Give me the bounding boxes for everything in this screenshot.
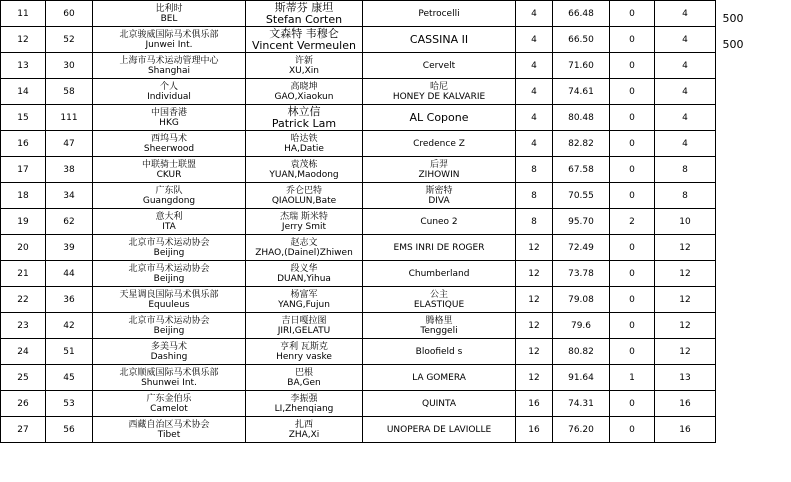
- time-penalties-cell: 0: [610, 183, 655, 209]
- rider-name-cn: 亨利 瓦斯克: [280, 341, 328, 352]
- time-penalties-cell: 0: [610, 131, 655, 157]
- table-row: [1, 365, 716, 391]
- rider-cell: [246, 183, 363, 209]
- rider-name-cn: 哈达铁: [290, 133, 318, 144]
- rider-name-en: Patrick Lam: [271, 116, 337, 130]
- time-cell: 66.48: [553, 1, 610, 27]
- club-name-cn: 广东队: [155, 185, 183, 196]
- table-row: [1, 235, 716, 261]
- rank-cell: 27: [1, 417, 46, 443]
- rider-name-en: YUAN,Maodong: [269, 169, 339, 180]
- penalties-cell: 8: [516, 157, 553, 183]
- penalties-cell: 12: [516, 261, 553, 287]
- rider-cell: [246, 27, 363, 53]
- time-penalties-cell: 1: [610, 365, 655, 391]
- horse-cell: [363, 157, 516, 183]
- club-cell: [93, 261, 246, 287]
- time-penalties-cell: 0: [610, 27, 655, 53]
- horse-name: Cervelt: [422, 60, 456, 71]
- club-name-cn: 北京骏威国际马术俱乐部: [119, 29, 219, 40]
- club-cell: [93, 209, 246, 235]
- bib-number-cell: 36: [46, 287, 93, 313]
- horse-cell: [363, 417, 516, 443]
- time-penalties-cell: 0: [610, 417, 655, 443]
- time-penalties-cell: 0: [610, 105, 655, 131]
- rider-name-cn: 许新: [294, 55, 313, 66]
- club-name-cn: 个人: [159, 81, 178, 92]
- rider-cell: [246, 313, 363, 339]
- rank-cell: 21: [1, 261, 46, 287]
- bib-number-cell: 30: [46, 53, 93, 79]
- rider-cell: [246, 131, 363, 157]
- horse-name: ELASTIQUE: [413, 299, 465, 310]
- time-penalties-cell: 0: [610, 261, 655, 287]
- time-penalties-cell: 0: [610, 79, 655, 105]
- table-row: [1, 209, 716, 235]
- table-row: [1, 313, 716, 339]
- rank-cell: 12: [1, 27, 46, 53]
- bib-number-cell: 47: [46, 131, 93, 157]
- rider-name-cn: 扎西: [294, 419, 313, 430]
- table-row: [1, 287, 716, 313]
- total-cell: 12: [655, 339, 716, 365]
- penalties-cell: 4: [516, 79, 553, 105]
- rider-cell: [246, 157, 363, 183]
- table-row: [1, 1, 716, 27]
- rider-name-en: YANG,Fujun: [278, 299, 330, 310]
- rider-name-en: Henry vaske: [276, 351, 332, 362]
- total-cell: 13: [655, 365, 716, 391]
- club-name-cn: 西坞马术: [150, 133, 187, 144]
- horse-name-cn: 腾格里: [425, 315, 453, 326]
- rider-name-cn: 文森特 韦穆仑: [269, 26, 339, 40]
- horse-name-cn: 斯密特: [425, 185, 453, 196]
- rider-name-en: JIRI,GELATU: [277, 325, 331, 336]
- rank-cell: 26: [1, 391, 46, 417]
- club-cell: [93, 157, 246, 183]
- rider-name-cn: 赵志文: [290, 237, 318, 248]
- club-name-cn: 北京市马术运动协会: [128, 237, 210, 248]
- club-cell: [93, 27, 246, 53]
- horse-cell: [363, 287, 516, 313]
- bib-number-cell: 51: [46, 339, 93, 365]
- rank-cell: 19: [1, 209, 46, 235]
- time-cell: 74.61: [553, 79, 610, 105]
- rank-cell: 24: [1, 339, 46, 365]
- horse-name-cn: 哈尼: [429, 81, 448, 92]
- penalties-cell: 12: [516, 365, 553, 391]
- bib-number-cell: 34: [46, 183, 93, 209]
- time-penalties-cell: 2: [610, 209, 655, 235]
- time-cell: 67.58: [553, 157, 610, 183]
- total-cell: 10: [655, 209, 716, 235]
- time-penalties-cell: 0: [610, 1, 655, 27]
- total-cell: 4: [655, 27, 716, 53]
- table-row: [1, 131, 716, 157]
- time-penalties-cell: 0: [610, 235, 655, 261]
- total-cell: 12: [655, 261, 716, 287]
- rank-cell: 14: [1, 79, 46, 105]
- rider-name-en: Vincent Vermeulen: [252, 38, 356, 52]
- rank-cell: 16: [1, 131, 46, 157]
- horse-name: Chumberland: [408, 268, 470, 279]
- club-name-en: Shunwei Int.: [141, 377, 197, 388]
- table-row: [1, 417, 716, 443]
- rider-name-en: Jerry Smit: [281, 221, 327, 232]
- horse-cell: [363, 183, 516, 209]
- club-cell: [93, 287, 246, 313]
- time-penalties-cell: 0: [610, 391, 655, 417]
- horse-name: Petrocelli: [418, 8, 460, 19]
- rider-cell: [246, 365, 363, 391]
- club-cell: [93, 391, 246, 417]
- total-cell: 12: [655, 235, 716, 261]
- horse-name: CASSINA II: [409, 32, 469, 46]
- rider-name-cn: 林立信: [287, 104, 321, 118]
- prize-money: 500: [722, 38, 744, 51]
- horse-name: EMS INRI DE ROGER: [393, 242, 485, 253]
- club-name-cn: 北京市马术运动协会: [128, 315, 210, 326]
- total-cell: 8: [655, 183, 716, 209]
- horse-cell: [363, 53, 516, 79]
- club-name-en: Individual: [147, 91, 191, 102]
- table-row: [1, 79, 716, 105]
- horse-cell: [363, 365, 516, 391]
- penalties-cell: 12: [516, 235, 553, 261]
- horse-name: LA GOMERA: [412, 372, 466, 383]
- time-cell: 79.6: [553, 313, 610, 339]
- rider-name-cn: 斯蒂芬 康坦: [274, 0, 334, 14]
- club-name-cn: 多美马术: [150, 341, 187, 352]
- rider-cell: [246, 105, 363, 131]
- penalties-cell: 8: [516, 183, 553, 209]
- club-name-en: Beijing: [153, 247, 185, 258]
- horse-name: ZIHOWIN: [418, 169, 460, 180]
- club-cell: [93, 313, 246, 339]
- penalties-cell: 16: [516, 417, 553, 443]
- penalties-cell: 12: [516, 287, 553, 313]
- club-name-cn: 中国香港: [150, 107, 187, 118]
- club-name-en: Dashing: [150, 351, 188, 362]
- rider-name-en: Stefan Corten: [265, 12, 343, 26]
- horse-cell: [363, 79, 516, 105]
- time-cell: 95.70: [553, 209, 610, 235]
- club-cell: [93, 53, 246, 79]
- time-cell: 91.64: [553, 365, 610, 391]
- club-cell: [93, 105, 246, 131]
- time-cell: 70.55: [553, 183, 610, 209]
- club-name-en: Shanghai: [147, 65, 191, 76]
- club-name-en: CKUR: [156, 169, 182, 180]
- horse-cell: [363, 235, 516, 261]
- rider-cell: [246, 261, 363, 287]
- rider-name-en: XU,Xin: [289, 65, 319, 76]
- rider-name-en: HA,Datie: [284, 143, 324, 154]
- time-cell: 74.31: [553, 391, 610, 417]
- total-cell: 4: [655, 131, 716, 157]
- time-cell: 82.82: [553, 131, 610, 157]
- horse-name: DIVA: [428, 195, 450, 206]
- bib-number-cell: 38: [46, 157, 93, 183]
- horse-cell: [363, 131, 516, 157]
- club-name-en: Guangdong: [142, 195, 196, 206]
- club-name-en: Camelot: [150, 403, 188, 414]
- total-cell: 8: [655, 157, 716, 183]
- horse-cell: [363, 339, 516, 365]
- rider-name-cn: 巴根: [294, 367, 313, 378]
- penalties-cell: 4: [516, 53, 553, 79]
- penalties-cell: 8: [516, 209, 553, 235]
- rider-cell: [246, 79, 363, 105]
- club-cell: [93, 339, 246, 365]
- rank-cell: 18: [1, 183, 46, 209]
- bib-number-cell: 44: [46, 261, 93, 287]
- horse-cell: [363, 313, 516, 339]
- club-name-cn: 比利时: [155, 3, 183, 14]
- rider-cell: [246, 287, 363, 313]
- prize-money: 500: [722, 12, 744, 25]
- rider-cell: [246, 391, 363, 417]
- table-row: [1, 183, 716, 209]
- bib-number-cell: 42: [46, 313, 93, 339]
- time-cell: 80.82: [553, 339, 610, 365]
- total-cell: 4: [655, 53, 716, 79]
- club-cell: [93, 131, 246, 157]
- horse-cell: [363, 27, 516, 53]
- club-name-cn: 意大利: [155, 211, 183, 222]
- penalties-cell: 4: [516, 131, 553, 157]
- rider-name-en: QIAOLUN,Bate: [271, 195, 337, 206]
- rider-name-en: ZHAO,(Dainel)Zhiwen: [255, 247, 353, 258]
- rider-name-en: BA,Gen: [287, 377, 321, 388]
- table-row: [1, 27, 716, 53]
- club-name-en: Beijing: [153, 273, 185, 284]
- rider-cell: [246, 339, 363, 365]
- horse-cell: [363, 391, 516, 417]
- time-penalties-cell: 0: [610, 313, 655, 339]
- club-name-en: Junwei Int.: [145, 39, 193, 50]
- total-cell: 4: [655, 1, 716, 27]
- time-penalties-cell: 0: [610, 339, 655, 365]
- horse-name: QUINTA: [421, 398, 456, 409]
- penalties-cell: 4: [516, 105, 553, 131]
- time-cell: 80.48: [553, 105, 610, 131]
- table-row: [1, 53, 716, 79]
- horse-name: HONEY DE KALVARIE: [392, 91, 486, 102]
- table-row: [1, 339, 716, 365]
- rider-name-cn: 高晓坤: [290, 81, 318, 92]
- bib-number-cell: 111: [46, 105, 93, 131]
- penalties-cell: 12: [516, 339, 553, 365]
- horse-cell: [363, 105, 516, 131]
- club-cell: [93, 1, 246, 27]
- club-name-en: Beijing: [153, 325, 185, 336]
- club-cell: [93, 183, 246, 209]
- rank-cell: 13: [1, 53, 46, 79]
- bib-number-cell: 58: [46, 79, 93, 105]
- bib-number-cell: 53: [46, 391, 93, 417]
- club-cell: [93, 417, 246, 443]
- rank-cell: 11: [1, 1, 46, 27]
- rank-cell: 23: [1, 313, 46, 339]
- time-penalties-cell: 0: [610, 287, 655, 313]
- penalties-cell: 4: [516, 1, 553, 27]
- total-cell: 16: [655, 391, 716, 417]
- club-name-cn: 西藏自治区马术协会: [128, 419, 210, 430]
- total-cell: 12: [655, 313, 716, 339]
- club-cell: [93, 365, 246, 391]
- bib-number-cell: 45: [46, 365, 93, 391]
- total-cell: 12: [655, 287, 716, 313]
- rider-name-cn: 段义华: [290, 263, 318, 274]
- time-cell: 79.08: [553, 287, 610, 313]
- rank-cell: 15: [1, 105, 46, 131]
- table-row: [1, 261, 716, 287]
- club-name-cn: 广东金伯乐: [146, 393, 192, 404]
- rider-cell: [246, 1, 363, 27]
- total-cell: 4: [655, 79, 716, 105]
- club-name-cn: 北京顺威国际马术俱乐部: [119, 367, 219, 378]
- horse-name-cn: 公主: [429, 289, 448, 300]
- club-name-en: Tibet: [157, 429, 181, 440]
- rider-name-en: DUAN,Yihua: [277, 273, 331, 284]
- rider-name-cn: 李振强: [290, 393, 318, 404]
- club-cell: [93, 79, 246, 105]
- horse-name-cn: 后羿: [429, 159, 448, 170]
- penalties-cell: 16: [516, 391, 553, 417]
- club-cell: [93, 235, 246, 261]
- rider-name-cn: 杰瑞 斯米特: [280, 211, 328, 222]
- club-name-en: HKG: [159, 117, 179, 128]
- time-cell: 72.49: [553, 235, 610, 261]
- rider-cell: [246, 417, 363, 443]
- rider-cell: [246, 209, 363, 235]
- total-cell: 4: [655, 105, 716, 131]
- rider-name-cn: 杨富军: [290, 289, 318, 300]
- bib-number-cell: 56: [46, 417, 93, 443]
- club-name-en: ITA: [162, 221, 176, 232]
- club-name-en: Equuleus: [148, 299, 190, 310]
- rider-name-en: ZHA,Xi: [288, 429, 320, 440]
- time-penalties-cell: 0: [610, 157, 655, 183]
- rider-name-en: LI,Zhenqiang: [274, 403, 334, 414]
- bib-number-cell: 39: [46, 235, 93, 261]
- time-penalties-cell: 0: [610, 53, 655, 79]
- club-name-cn: 中联骑士联盟: [141, 159, 196, 170]
- rank-cell: 22: [1, 287, 46, 313]
- rank-cell: 17: [1, 157, 46, 183]
- rider-name-cn: 袁茂栋: [290, 159, 318, 170]
- results-table-body: [1, 1, 716, 443]
- total-cell: 16: [655, 417, 716, 443]
- table-row: [1, 391, 716, 417]
- table-row: [1, 157, 716, 183]
- bib-number-cell: 62: [46, 209, 93, 235]
- club-name-cn: 上海市马术运动管理中心: [119, 55, 219, 66]
- time-cell: 66.50: [553, 27, 610, 53]
- horse-cell: [363, 209, 516, 235]
- horse-name: AL Copone: [409, 110, 469, 124]
- rider-cell: [246, 53, 363, 79]
- horse-name: Credence Z: [413, 138, 465, 149]
- rank-cell: 25: [1, 365, 46, 391]
- horse-cell: [363, 261, 516, 287]
- penalties-cell: 4: [516, 27, 553, 53]
- horse-name: Cuneo 2: [420, 216, 458, 227]
- club-name-en: BEL: [160, 13, 178, 24]
- rider-name-cn: 吉日嘎拉图: [281, 315, 327, 326]
- rider-name-cn: 乔仑巴特: [285, 185, 322, 196]
- horse-cell: [363, 1, 516, 27]
- table-row: [1, 105, 716, 131]
- horse-name: Bloofield s: [415, 346, 463, 357]
- penalties-cell: 12: [516, 313, 553, 339]
- time-cell: 73.78: [553, 261, 610, 287]
- club-name-en: Sheerwood: [143, 143, 195, 154]
- rider-name-en: GAO,Xiaokun: [274, 91, 334, 102]
- horse-name: Tenggeli: [420, 325, 458, 336]
- horse-name: UNOPERA DE LAVIOLLE: [386, 424, 492, 435]
- club-name-cn: 北京市马术运动协会: [128, 263, 210, 274]
- time-cell: 71.60: [553, 53, 610, 79]
- bib-number-cell: 60: [46, 1, 93, 27]
- bib-number-cell: 52: [46, 27, 93, 53]
- rider-cell: [246, 235, 363, 261]
- time-cell: 76.20: [553, 417, 610, 443]
- club-name-cn: 天星调良国际马术俱乐部: [119, 289, 219, 300]
- rank-cell: 20: [1, 235, 46, 261]
